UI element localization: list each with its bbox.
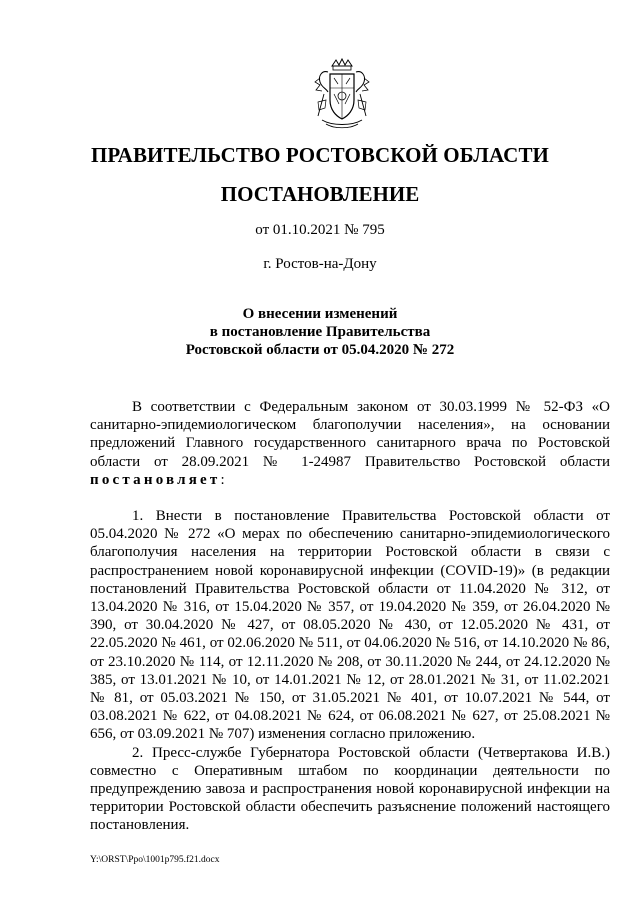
subject-line-1: О внесении изменений [242, 306, 398, 322]
subject-line-2: в постановление Правительства [209, 324, 431, 340]
subject-line-3: Ростовской области от 05.04.2020 № 272 [185, 342, 455, 358]
date-and-number: от 01.10.2021 № 795 [255, 222, 385, 238]
item-1-paragraph: 1. Внести в постановление Правительства Ростовской области от 05.04.2020 № 272 «О мерах по обеспечению санитарно-эпидемиологического благополучия населения на территории Ростовской области в связи с распространением новой коронавирусной инфекции (COVID-19)» (в редакции постановлений Правительства Ростовской области от 11.04.2020 № 312, от 13.04.2020 № 316, от 15.04.2020 № 357, от 19.04.2020 № 359, от 26.04.2020 № 390, от 30.04.2020 № 427, от 08.05.2020 № 430, от 12.05.2020 № 431, от 22.05.2020 № 461, от 02.06.2020 № 511, от 04.06.2020 № 516, от 14.10.2020 № 86, от 23.10.2020 № 114, от 12.11.2020 № 208, от 30.11.2020 № 244, от 24.12.2020 № 385, от 13.01.2021 № 10, от 14.01.2021 № 12, от 28.01.2021 № 31, от 11.02.2021 № 81, от 05.03.2021 № 150, от 31.05.2021 № 401, от 10.07.2021 № 544, от 03.08.2021 № 622, от 04.08.2021 № 624, от 06.08.2021 № 627, от 25.08.2021 № 656, от 03.09.2021 № 707) изменения согласно приложению. [90, 508, 610, 743]
item-2-paragraph: 2. Пресс-службе Губернатора Ростовской области (Четвертакова И.В.) совместно с Оперативным штабом по координации деятельности по предупреждению завоза и распространения новой коронавирусной инфекции на территории Ростовской области обеспечить разъяснение положений настоящего постановления. [90, 744, 610, 834]
preamble-text: В соответствии с Федеральным законом от 30.03.1999 № 52-ФЗ «О санитарно-эпидемиологическом благополучии населения», на основании предложений Главного государственного санитарного врача по Ростовской области от 28.09.2021 № 1-24987 Правительство Ростовской области [90, 399, 610, 470]
document-type-title: ПОСТАНОВЛЕНИЕ [220, 182, 420, 206]
file-path-footer: Y:\ORST\Ppo\1001p795.f21.docx [90, 855, 220, 865]
resolves-colon: : [220, 471, 225, 488]
subject-heading [0, 305, 640, 359]
resolves-word: постановляет [90, 471, 221, 488]
city-name: г. Ростов-на-Дону [263, 256, 377, 272]
document-body [90, 398, 610, 835]
preamble-paragraph [90, 398, 610, 489]
coat-of-arms-emblem [312, 58, 372, 130]
organization-title: ПРАВИТЕЛЬСТВО РОСТОВСКОЙ ОБЛАСТИ [91, 143, 549, 167]
